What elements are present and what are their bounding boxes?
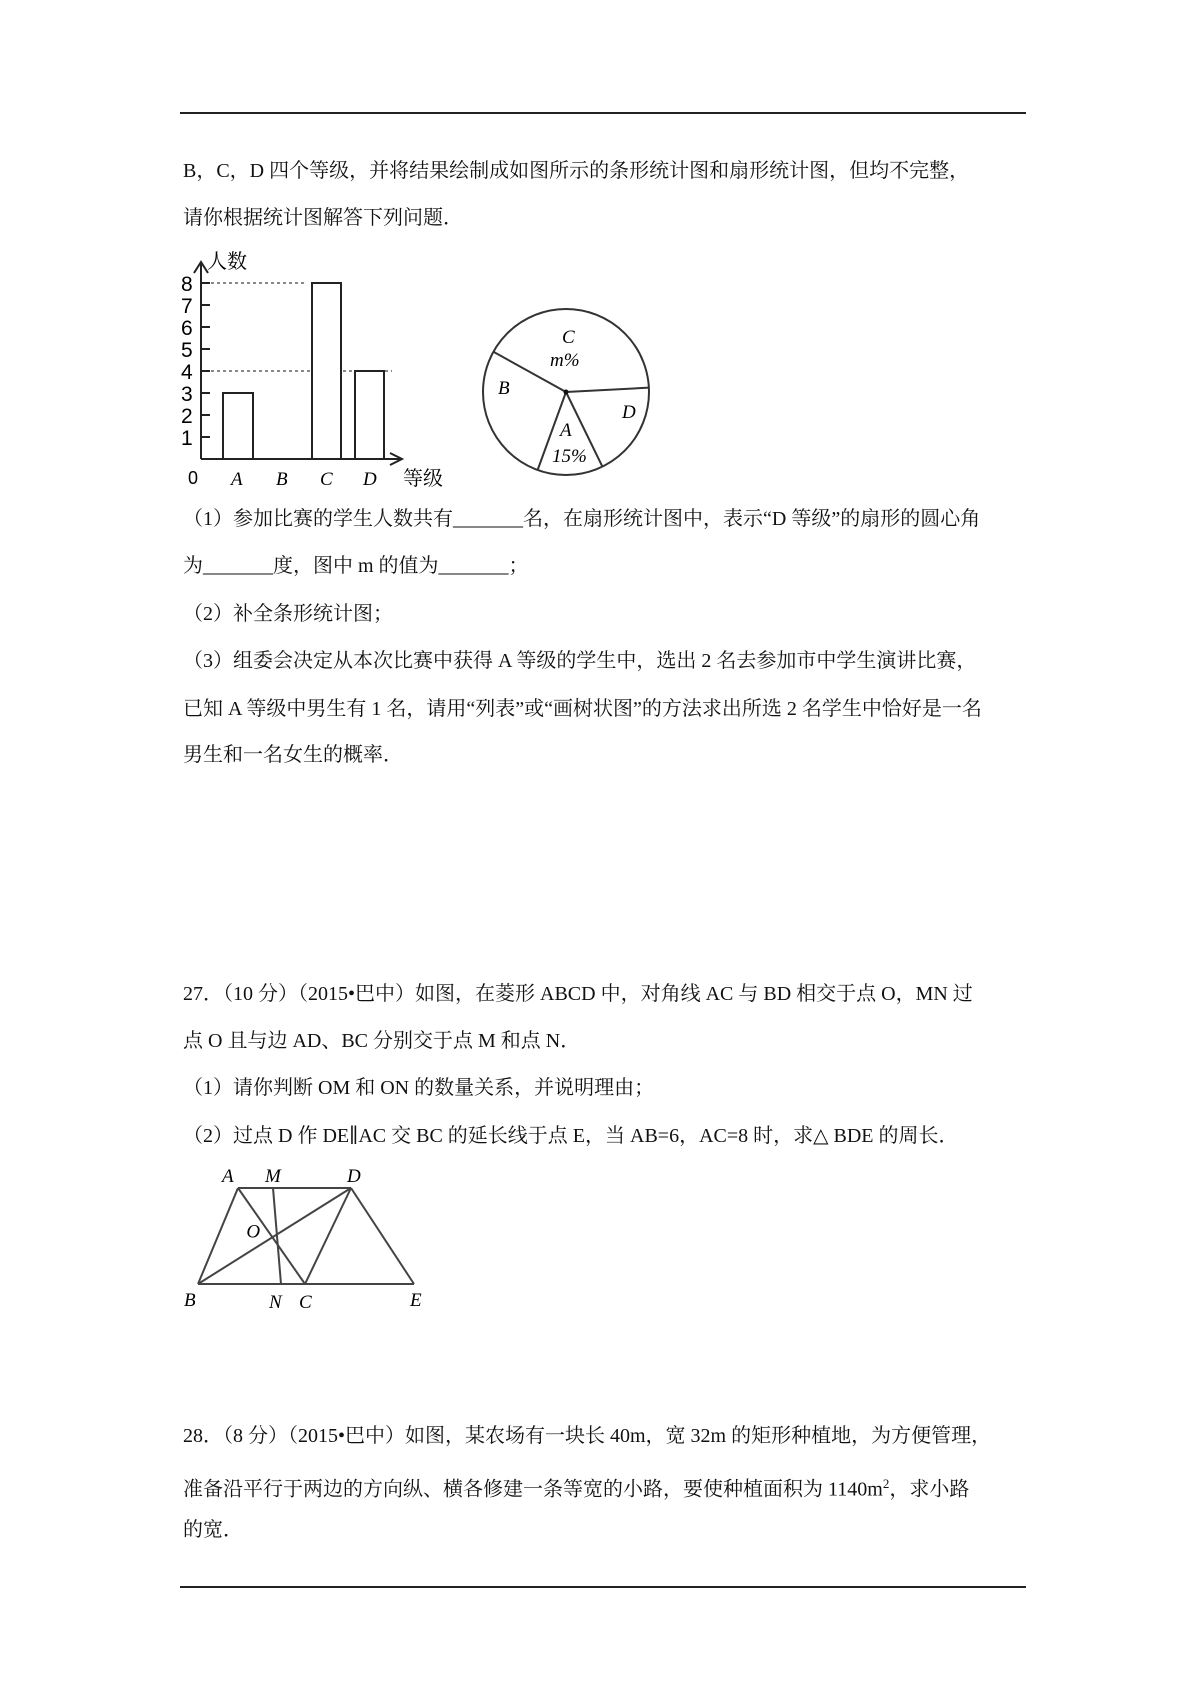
q28-text-tail: ，求小路	[889, 1478, 970, 1501]
q26-part-line: （2）补全条形统计图；	[183, 603, 393, 625]
segment-AB	[198, 1188, 238, 1284]
rhombus-figure	[184, 1166, 422, 1313]
center-dot	[564, 390, 569, 395]
q28-line	[183, 1472, 969, 1502]
x-tick-label: C	[320, 469, 333, 490]
point-label-C: C	[299, 1292, 312, 1313]
y-tick-label: 8	[181, 273, 193, 296]
bar-A	[223, 393, 253, 459]
point-label-O: O	[246, 1221, 261, 1243]
y-tick-label: 5	[181, 339, 193, 362]
point-label-N: N	[269, 1292, 282, 1313]
q28-line: 的宽．	[183, 1519, 243, 1541]
point-label-D: D	[347, 1166, 361, 1187]
q28-text: 准备沿平行于两边的方向纵、横各修建一条等宽的小路，要使种植面积为 1140m	[183, 1478, 883, 1501]
bar-chart	[181, 249, 443, 490]
segment-DE	[351, 1188, 414, 1284]
q26-part-line: （1）参加比赛的学生人数共有_______名，在扇形统计图中，表示“D 等级”的扇形的圆心角	[183, 508, 981, 530]
y-tick-label: 1	[181, 427, 193, 450]
q27-line: （2）过点 D 作 DE∥AC 交 BC 的延长线于点 E，当 AB=6，AC=8 时，求△ BDE 的周长．	[183, 1125, 959, 1147]
y-tick-label: 3	[181, 383, 193, 406]
bar-C	[312, 283, 341, 459]
q28-superscript: 2	[882, 1476, 890, 1491]
q26-part-line: 男生和一名女生的概率．	[183, 744, 403, 766]
slice-label-A: A	[560, 420, 572, 441]
q26-intro-line: 请你根据统计图解答下列问题．	[183, 207, 463, 229]
q26-part-line: （3）组委会决定从本次比赛中获得 A 等级的学生中，选出 2 名去参加市中学生演讲比赛，	[183, 650, 977, 672]
slice-value-A: 15%	[552, 446, 587, 467]
slice-value-C: m%	[550, 350, 580, 371]
y-axis-label: 人数	[207, 249, 247, 273]
q26-part-line: 为_______度，图中 m 的值为_______；	[183, 555, 529, 577]
q26-intro-line: B，C，D 四个等级，并将结果绘制成如图所示的条形统计图和扇形统计图，但均不完整，	[183, 160, 970, 182]
slice-label-B: B	[498, 378, 510, 399]
q26-part-line: 已知 A 等级中男生有 1 名，请用“列表”或“画树状图”的方法求出所选 2 名学生中恰好是一名	[183, 698, 982, 720]
origin-label: 0	[188, 468, 199, 488]
y-tick-label: 7	[181, 295, 193, 318]
point-label-M: M	[265, 1166, 281, 1187]
footer-rule	[180, 1586, 1026, 1588]
pie-chart	[483, 309, 649, 475]
point-label-B: B	[184, 1290, 196, 1311]
x-tick-label: B	[276, 469, 288, 490]
x-axis-label: 等级	[403, 466, 443, 490]
y-tick-label: 4	[181, 361, 193, 384]
x-tick-label: A	[231, 469, 243, 490]
q27-line: 点 O 且与边 AD、BC 分别交于点 M 和点 N．	[183, 1030, 581, 1052]
slice-label-D: D	[622, 402, 636, 423]
x-tick-label: D	[363, 469, 377, 490]
q27-line: 27．（10 分）（2015•巴中）如图，在菱形 ABCD 中，对角线 AC 与 BD 相交于点 O，MN 过	[183, 983, 973, 1005]
y-tick-label: 6	[181, 317, 193, 340]
y-tick-label: 2	[181, 405, 193, 428]
point-label-E: E	[410, 1290, 422, 1311]
q28-line: 28．（8 分）（2015•巴中）如图，某农场有一块长 40m，宽 32m 的矩形种植地，为方便管理，	[183, 1425, 992, 1447]
q27-line: （1）请你判断 OM 和 ON 的数量关系，并说明理由；	[183, 1077, 655, 1099]
point-label-A: A	[222, 1166, 234, 1187]
bar-D	[355, 371, 384, 459]
slice-label-C: C	[562, 327, 575, 348]
